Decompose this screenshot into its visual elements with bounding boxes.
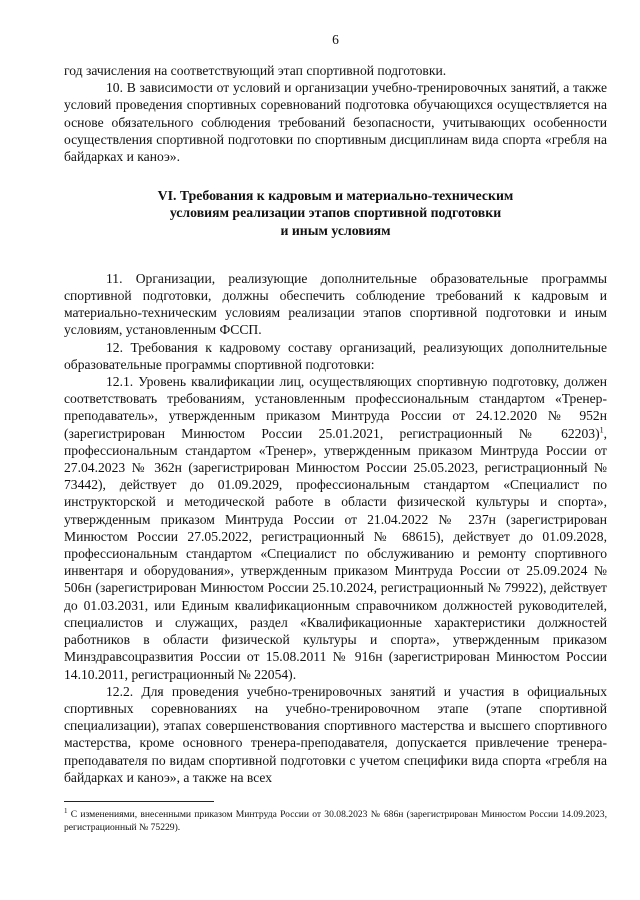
section-heading-line: VI. Требования к кадровым и материально-техническим: [157, 188, 514, 204]
section-heading: [64, 187, 607, 239]
footnote-marker: 1: [64, 806, 68, 815]
paragraph-11: 11. Организации, реализующие дополнительные образовательные программы спортивной подготовки, должны обеспечить соблюдение требований к кадровым и материально-техническим условиям реализации этапов спортивной подготовки и иным условиям, установленным ФССП.: [64, 270, 607, 338]
paragraph-12-1-text-b: , профессиональным стандартом «Тренер», утвержденным приказом Минтруда России от 27.04.2023 № 362н (зарегистрирован Минюстом России 25.05.2023, регистрационный № 73442), действует до 01.09.2029, профессиональным стандартом «Специалист по инструкторской и методической работе в области физической культуры и спорта», утвержденным приказом Минтруда России от 21.04.2022 № 237н (зарегистрирован Минюстом России 27.05.2022, регистрационный № 68615), действует до 01.09.2028, профессиональным стандартом «Специалист по обслуживанию и ремонту спортивного инвентаря и оборудования», утвержденным приказом Минтруда России от 25.09.2024 № 506н (зарегистрирован Минюстом России 25.10.2024, регистрационный № 79922), действует до 01.03.2031, или Единым квалификационным справочником должностей руководителей, специалистов и служащих, раздел «Квалификационные характеристики должностей работников в области физической культуры и спорта», утвержденным приказом Минздравсоцразвития России от 15.08.2011 № 916н (зарегистрирован Минюстом России 14.10.2011, регистрационный № 22054).: [64, 425, 607, 682]
footnote: [64, 806, 607, 834]
paragraph-12-1-text-a: 12.1. Уровень квалификации лиц, осуществляющих спортивную подготовку, должен соответствовать требованиям, установленным профессиональным стандартом «Тренер-преподаватель», утвержденным приказом Минтруда России от 24.12.2020 № 952н (зарегистрирован Минюстом России 25.01.2021, регистрационный № 62203): [64, 374, 607, 441]
paragraph-12-1: [64, 373, 607, 683]
section-heading-line: условиям реализации этапов спортивной подготовки: [169, 205, 502, 221]
paragraph-10: 10. В зависимости от условий и организации учебно-тренировочных занятий, а также условий проведения спортивных соревнований подготовка обучающихся осуществляется на основе обязательного соблюдения требований безопасности, учитывающих особенности осуществления спортивной подготовки по спортивным дисциплинам вида спорта «гребля на байдарках и каноэ».: [64, 80, 607, 165]
footnote-divider: [64, 801, 214, 802]
paragraph-12-2: 12.2. Для проведения учебно-тренировочных занятий и участия в официальных спортивных соревнованиях на учебно-тренировочном этапе (этапе спортивной специализации), этапах совершенствования спортивного мастерства и высшего спортивного мастерства, кроме основного тренера-преподавателя, допускается привлечение тренера-преподавателя по видам спортивной подготовки с учетом специфики вида спорта «гребля на байдарках и каноэ», а также на всех: [64, 683, 607, 785]
paragraph-continuation: год зачисления на соответствующий этап спортивной подготовки.: [64, 63, 447, 78]
section-heading-line: и иным условиям: [280, 222, 391, 238]
footnote-reference[interactable]: 1: [599, 425, 604, 435]
paragraph-12: 12. Требования к кадровому составу организаций, реализующих дополнительные образовательные программы спортивной подготовки:: [64, 339, 607, 372]
footnote-text: С изменениями, внесенными приказом Минтруда России от 30.08.2023 № 686н (зарегистрирован Минюстом России 14.09.2023, регистрационный № 75229).: [64, 809, 607, 833]
page-number: 6: [332, 32, 339, 47]
